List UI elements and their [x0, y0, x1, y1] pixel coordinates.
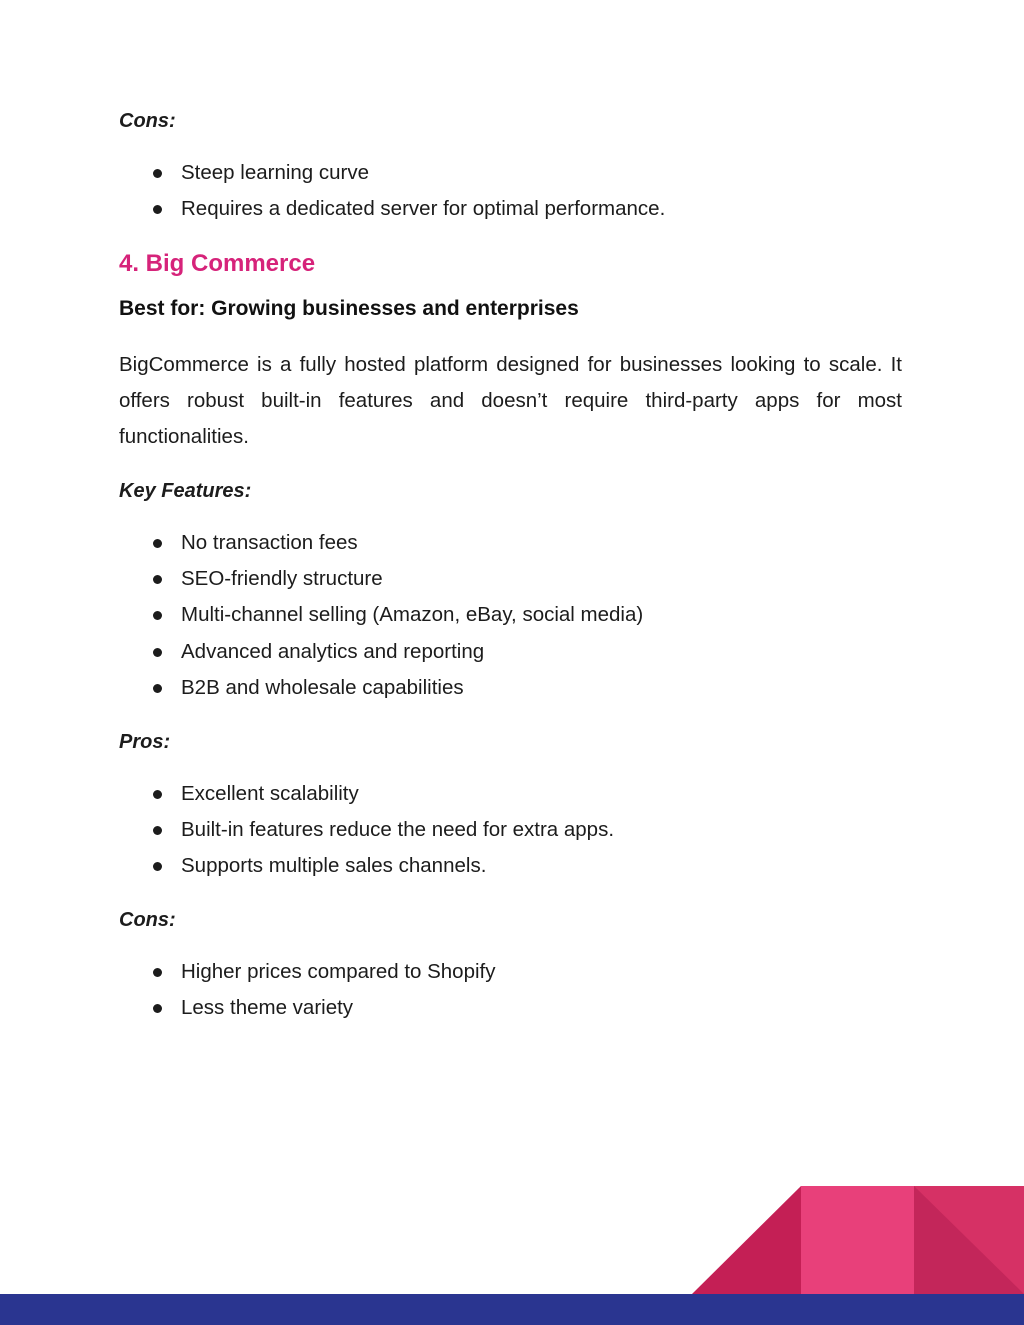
section-heading: 4. Big Commerce	[119, 250, 316, 277]
bullet-icon	[153, 684, 162, 693]
cons-label: Cons:	[119, 909, 176, 931]
list-item: Requires a dedicated server for optimal performance.	[119, 191, 902, 227]
list-item: Multi-channel selling (Amazon, eBay, social media)	[119, 597, 902, 633]
description-paragraph: BigCommerce is a fully hosted platform designed for businesses looking to scale. It offers robust built-in features and doesn’t require third-party apps for most functionalities.	[119, 353, 902, 449]
pros-label: Pros:	[119, 731, 171, 753]
cons-list	[119, 954, 902, 1026]
list-item: Steep learning curve	[119, 155, 902, 191]
pros-list	[119, 776, 902, 885]
decor-fold-shadow	[914, 1186, 1024, 1294]
decor-square-right	[914, 1186, 1024, 1294]
bullet-icon	[153, 611, 162, 620]
bullet-icon	[153, 169, 162, 178]
bullet-icon	[153, 575, 162, 584]
bullet-icon	[153, 968, 162, 977]
footer-bar	[0, 1294, 1024, 1325]
decor-triangle-left	[692, 1186, 801, 1294]
bullet-icon	[153, 205, 162, 214]
bullet-icon	[153, 539, 162, 548]
bullet-icon	[153, 790, 162, 799]
bullet-icon	[153, 826, 162, 835]
best-for-subheading: Best for: Growing businesses and enterprises	[119, 297, 579, 320]
cons-top-list	[119, 155, 902, 227]
list-item: Advanced analytics and reporting	[119, 634, 902, 670]
list-item: No transaction fees	[119, 525, 902, 561]
list-item: Less theme variety	[119, 990, 902, 1026]
list-item: Excellent scalability	[119, 776, 902, 812]
bullet-icon	[153, 648, 162, 657]
list-item: Supports multiple sales channels.	[119, 848, 902, 884]
cons-top-label: Cons:	[119, 110, 176, 132]
list-item: SEO-friendly structure	[119, 561, 902, 597]
bullet-icon	[153, 862, 162, 871]
key-features-list	[119, 525, 902, 706]
bullet-icon	[153, 1004, 162, 1013]
decor-square-middle	[801, 1186, 914, 1294]
list-item: Built-in features reduce the need for extra apps.	[119, 812, 902, 848]
list-item: Higher prices compared to Shopify	[119, 954, 902, 990]
list-item: B2B and wholesale capabilities	[119, 670, 902, 706]
key-features-label: Key Features:	[119, 480, 252, 502]
